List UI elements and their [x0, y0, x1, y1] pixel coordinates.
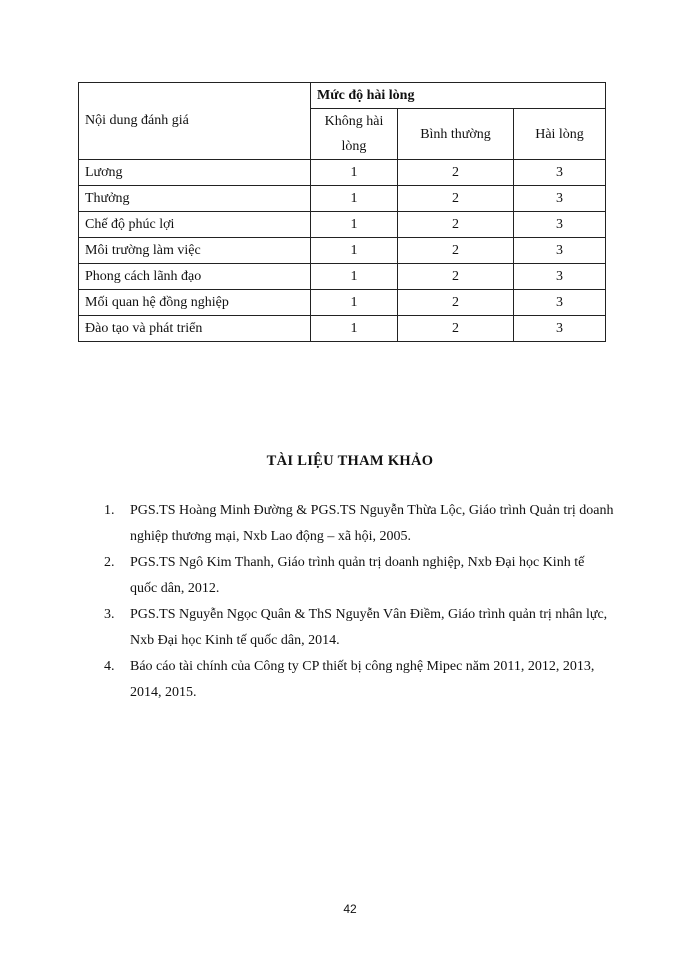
reference-text: PGS.TS Nguyễn Ngọc Quân & ThS Nguyễn Vân Điềm, Giáo trình quản trị nhân lực, Nxb Đại học Kinh tế quốc dân, 2014. [130, 607, 608, 648]
row-label: Chế độ phúc lợi [79, 212, 311, 238]
level-header-neutral: Bình thường [398, 109, 514, 160]
row-label: Lương [79, 160, 311, 186]
reference-item [104, 550, 614, 602]
rating-cell: 1 [311, 290, 398, 316]
rating-cell: 3 [514, 186, 606, 212]
reference-number: 2. [104, 555, 115, 570]
rating-cell: 3 [514, 316, 606, 342]
table-row [79, 290, 606, 316]
satisfaction-level-header: Mức độ hài lòng [311, 83, 606, 109]
rating-cell: 2 [398, 264, 514, 290]
reference-text: PGS.TS Hoàng Minh Đường & PGS.TS Nguyễn Thừa Lộc, Giáo trình Quản trị doanh nghiệp thương mại, Nxb Lao động – xã hội, 2005. [130, 503, 614, 544]
table-row [79, 238, 606, 264]
row-label: Phong cách lãnh đạo [79, 264, 311, 290]
rating-cell: 1 [311, 316, 398, 342]
satisfaction-table [78, 82, 606, 342]
table-row [79, 316, 606, 342]
table-row [79, 212, 606, 238]
table-row [79, 264, 606, 290]
rating-cell: 1 [311, 212, 398, 238]
rating-cell: 1 [311, 160, 398, 186]
row-label: Mối quan hệ đồng nghiệp [79, 290, 311, 316]
references-title: TÀI LIỆU THAM KHẢO [266, 453, 434, 469]
rating-cell: 3 [514, 212, 606, 238]
rating-cell: 3 [514, 264, 606, 290]
row-label: Thưởng [79, 186, 311, 212]
table-row [79, 186, 606, 212]
rating-cell: 1 [311, 186, 398, 212]
reference-number: 3. [104, 607, 115, 622]
rating-cell: 3 [514, 238, 606, 264]
rating-cell: 1 [311, 264, 398, 290]
reference-number: 1. [104, 503, 115, 518]
rating-cell: 2 [398, 160, 514, 186]
reference-number: 4. [104, 659, 115, 674]
content-header: Nội dung đánh giá [79, 83, 311, 160]
reference-text: PGS.TS Ngô Kim Thanh, Giáo trình quản trị doanh nghiệp, Nxb Đại học Kinh tế quốc dân, 2012. [130, 555, 585, 596]
rating-cell: 2 [398, 212, 514, 238]
rating-cell: 2 [398, 316, 514, 342]
page-number: 42 [343, 902, 357, 916]
rating-cell: 2 [398, 290, 514, 316]
reference-item [104, 498, 614, 550]
rating-cell: 3 [514, 160, 606, 186]
rating-cell: 3 [514, 290, 606, 316]
rating-cell: 2 [398, 186, 514, 212]
table-row [79, 160, 606, 186]
level-header-satisfied: Hài lòng [514, 109, 606, 160]
level-header-dissatisfied: Không hài lòng [311, 109, 398, 160]
row-label: Môi trường làm việc [79, 238, 311, 264]
rating-cell: 2 [398, 238, 514, 264]
references-list [104, 498, 614, 706]
reference-text: Báo cáo tài chính của Công ty CP thiết bị công nghệ Mipec năm 2011, 2012, 2013, 2014, 2015. [130, 659, 595, 700]
rating-cell: 1 [311, 238, 398, 264]
row-label: Đào tạo và phát triển [79, 316, 311, 342]
reference-item [104, 654, 614, 706]
reference-item [104, 602, 614, 654]
